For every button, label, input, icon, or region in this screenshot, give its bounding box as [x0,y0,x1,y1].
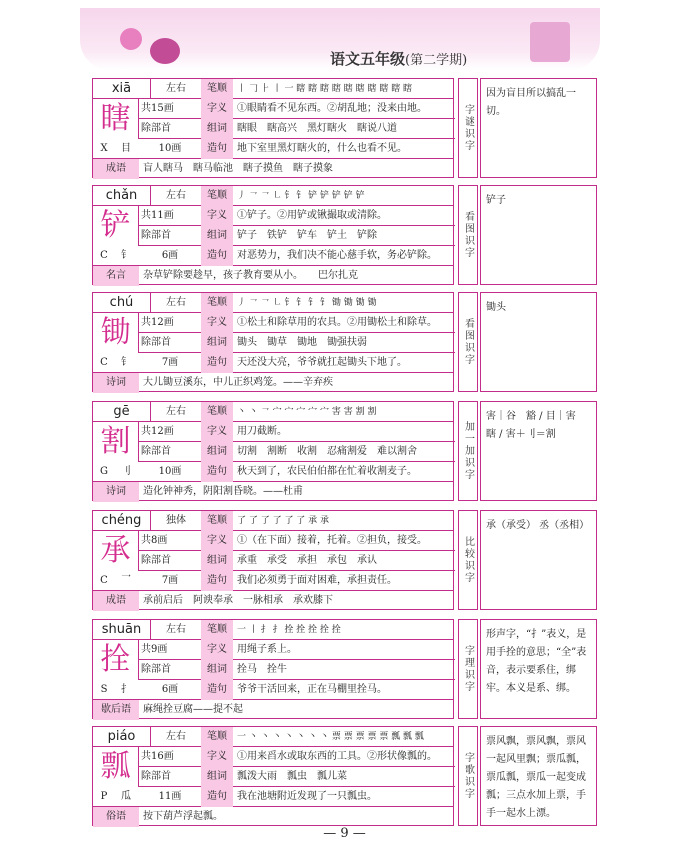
radical: 扌 [121,684,131,695]
structure: 左右 [166,297,186,308]
radical-label: 除部首 [141,123,171,134]
radical-label: 除部首 [141,446,171,457]
character-entry [92,185,597,285]
structure: 左右 [166,624,186,635]
words-label: 组词 [201,119,233,139]
side-label: 字理识字 [458,619,478,719]
side-content: 票风飘，票风飘，票风一起风里飘；票瓜瓢，票瓜瓢，票瓜一起变成瓢；三点水加上票，手手一起水上漂。 [480,726,597,826]
index-letter: C [100,357,108,368]
words: 拴马 拴牛 [237,664,287,675]
radical-count: 7画 [161,575,179,586]
bottom-label: 俗语 [93,807,139,827]
side-label: 字谜识字 [458,78,478,178]
radical-label: 除部首 [141,230,171,241]
sentence: 我在池塘附近发现了一只瓢虫。 [237,791,377,802]
stroke-label: 笔顺 [201,620,233,640]
character-entry [92,78,597,178]
stroke-order: 一 丨 扌 扌 拴 拴 拴 拴 拴 [237,625,341,635]
pinyin: piáo [93,727,151,747]
bottom-text: 麻绳拴豆腐——提不起 [143,704,243,715]
pinyin: shuān [93,620,151,640]
bottom-label: 名言 [93,266,139,286]
entry-table [92,726,454,826]
pinyin: gē [93,402,151,422]
side-label: 加一加识字 [458,401,478,501]
house-decoration-icon [530,22,570,62]
bottom-label: 成语 [93,159,139,179]
radical-count: 7画 [161,357,179,368]
bottom-text: 承前启后 阿谀奉承 一脉相承 承欢膝下 [143,595,333,606]
bottom-text: 盲人瞎马 瞎马临池 瞎子摸鱼 瞎子摸象 [143,163,333,174]
meaning-label: 字义 [201,747,233,767]
words: 承重 承受 承担 承包 承认 [237,555,377,566]
radical: 乛 [121,575,131,586]
sentence-label: 造句 [201,571,233,591]
meaning: 用绳子系上。 [237,644,297,655]
index-letter: C [100,575,108,586]
header-banner [80,8,600,70]
index-letter: P [100,791,108,802]
bottom-text: 造化钟神秀，阴阳割昏晓。——杜甫 [143,486,303,497]
stroke-count: 共15画 [141,103,174,114]
big-character: 瞎 [93,99,139,139]
side-label: 看图识字 [458,292,478,392]
bottom-label: 诗词 [93,482,139,502]
sentence: 对恶势力，我们决不能心慈手软，务必铲除。 [237,250,437,261]
meaning-label: 字义 [201,206,233,226]
bottom-text: 杂草铲除要趁早，孩子教育要从小。 巴尔扎克 [143,270,358,281]
words: 锄头 锄草 锄地 锄强扶弱 [237,337,367,348]
meaning: ①（在下面）接着，托着。②担负，接受。 [237,535,427,546]
entry-table [92,185,454,285]
words-label: 组词 [201,226,233,246]
radical-count: 11画 [158,791,182,802]
character-entry [92,401,597,501]
meaning-label: 字义 [201,99,233,119]
bottom-text: 按下葫芦浮起瓢。 [143,811,223,822]
character-entry [92,510,597,610]
words-label: 组词 [201,333,233,353]
stroke-label: 笔顺 [201,402,233,422]
meaning: ①松土和除草用的农具。②用锄松土和除草。 [237,317,437,328]
entry-table [92,401,454,501]
words-label: 组词 [201,660,233,680]
stroke-label: 笔顺 [201,186,233,206]
side-content: 因为盲目所以搞乱一切。 [480,78,597,178]
meaning: 用刀截断。 [237,426,287,437]
words: 瞎眼 瞎高兴 黑灯瞎火 瞎说八道 [237,123,397,134]
words-label: 组词 [201,551,233,571]
index-letter: G [100,466,108,477]
pinyin: chú [93,293,151,313]
stroke-count: 共12画 [141,317,174,328]
side-content: 形声字，“扌”表义，是用手拴的意思；“全”表音，表示要系住，绑牢。本义是系、绑。 [480,619,597,719]
radical-label: 除部首 [141,664,171,675]
radical: 钅 [121,250,131,261]
character-entry [92,292,597,392]
sentence-label: 造句 [201,787,233,807]
sentence: 我们必须勇于面对困难，承担责任。 [237,575,397,586]
stroke-order: 了 了 了 了 了 了 承 承 [237,516,330,526]
page-title: 语文五年级(第二学期) [330,50,468,68]
entry-table [92,510,454,610]
sentence: 天还没大亮，爷爷就扛起锄头下地了。 [237,357,407,368]
bottom-label: 歇后语 [93,700,139,720]
character-entry [92,619,597,719]
sentence-label: 造句 [201,246,233,266]
stroke-count: 共12画 [141,426,174,437]
meaning-label: 字义 [201,313,233,333]
meaning-label: 字义 [201,640,233,660]
pinyin: chéng [93,511,151,531]
radical-count: 10画 [158,143,182,154]
big-character: 瓢 [93,747,139,787]
sentence-label: 造句 [201,462,233,482]
radical-count: 10画 [158,466,182,477]
structure: 左右 [166,190,186,201]
radical-count: 6画 [161,250,179,261]
index-letter: C [100,250,108,261]
side-label: 比较识字 [458,510,478,610]
stroke-count: 共8画 [141,535,168,546]
sentence: 爷爷干活回来，正在马棚里拴马。 [237,684,387,695]
stroke-label: 笔顺 [201,727,233,747]
radical-count: 6画 [161,684,179,695]
sentence: 秋天到了，农民伯伯都在忙着收割麦子。 [237,466,417,477]
page-number: — 9 — [323,826,366,841]
radical-label: 除部首 [141,337,171,348]
stroke-label: 笔顺 [201,511,233,531]
bottom-text: 大儿锄豆溪东，中儿正织鸡笼。——辛弃疾 [143,377,333,388]
stroke-order: 丨 𠃌 ⺊ 丨 一 瞎 瞎 瞎 瞎 瞎 瞎 瞎 瞎 瞎 瞎 [237,84,413,94]
index-letter: S [100,684,108,695]
big-character: 割 [93,422,139,462]
sentence: 地下室里黑灯瞎火的，什么也看不见。 [237,143,407,154]
pinyin: xiā [93,79,151,99]
structure: 左右 [166,406,186,417]
structure: 左右 [166,731,186,742]
structure: 独体 [166,515,186,526]
radical-label: 除部首 [141,771,171,782]
stroke-order: 丿 ㇖ ㇖ ㇗ 钅 钅 铲 铲 铲 铲 铲 [237,191,365,201]
radical: 瓜 [121,791,131,802]
stroke-order: 一 丶 丶 丶 丶 丶 丶 丶 票 票 票 票 票 瓢 瓢 瓢 [237,732,424,742]
bottom-label: 成语 [93,591,139,611]
side-content: 锄头 [480,292,597,392]
structure: 左右 [166,83,186,94]
words-label: 组词 [201,442,233,462]
entry-table [92,619,454,719]
big-character: 铲 [93,206,139,246]
stroke-order: 丿 ㇖ ㇖ ㇗ 钅 钅 钅 钅 锄 锄 锄 锄 [237,298,377,308]
side-content: 害｜谷 豁 / 目｜害 瞎 / 害＋刂＝割 [480,401,597,501]
sentence-label: 造句 [201,680,233,700]
words: 瓢泼大雨 瓢虫 瓢儿菜 [237,771,347,782]
bottom-label: 诗词 [93,373,139,393]
stroke-count: 共11画 [141,210,174,221]
radical-label: 除部首 [141,555,171,566]
character-entry [92,726,597,826]
side-label: 字歌识字 [458,726,478,826]
words: 铲子 铁铲 铲车 铲土 铲除 [237,230,377,241]
meaning: ①眼睛看不见东西。②胡乱地；没来由地。 [237,103,427,114]
meaning-label: 字义 [201,422,233,442]
radical: 钅 [121,357,131,368]
meaning-label: 字义 [201,531,233,551]
flower-decoration-icon [150,38,180,64]
entry-table [92,78,454,178]
entry-table [92,292,454,392]
side-content: 铲子 [480,185,597,285]
words-label: 组词 [201,767,233,787]
stroke-order: 丶 丶 ㇖ 宀 宀 宀 宀 宀 害 害 割 割 [237,407,377,417]
meaning: ①铲子。②用铲或锹撮取或清除。 [237,210,387,221]
stroke-count: 共16画 [141,751,174,762]
big-character: 拴 [93,640,139,680]
sentence-label: 造句 [201,353,233,373]
sentence-label: 造句 [201,139,233,159]
side-content: 承（承受） 丞（丞相） [480,510,597,610]
side-label: 看图识字 [458,185,478,285]
radical: 目 [121,143,131,154]
flower-decoration-icon [120,28,142,50]
index-letter: X [100,143,108,154]
pinyin: chǎn [93,186,151,206]
meaning: ①用来舀水或取东西的工具。②形状像瓢的。 [237,751,437,762]
stroke-label: 笔顺 [201,79,233,99]
stroke-label: 笔顺 [201,293,233,313]
radical: 刂 [121,466,131,477]
big-character: 承 [93,531,139,571]
big-character: 锄 [93,313,139,353]
stroke-count: 共9画 [141,644,168,655]
words: 切割 割断 收割 忍痛割爱 难以割舍 [237,446,417,457]
